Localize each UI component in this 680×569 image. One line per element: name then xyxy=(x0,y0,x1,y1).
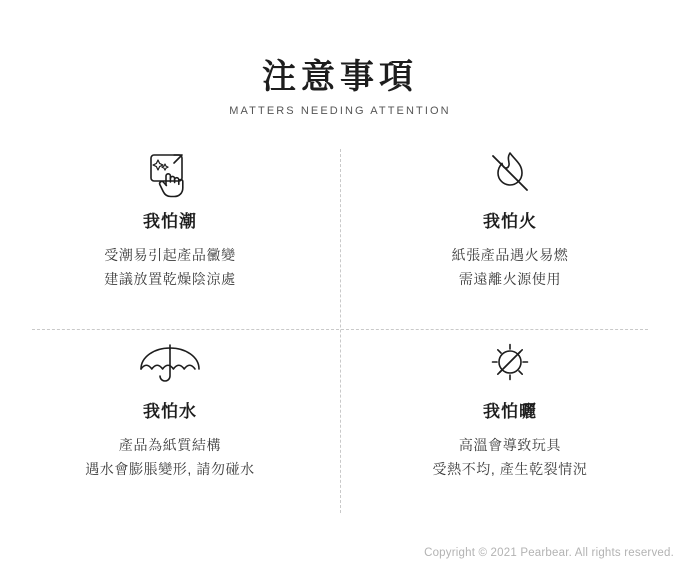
page-subtitle: MATTERS NEEDING ATTENTION xyxy=(229,105,451,118)
notice-item-description xyxy=(452,243,569,291)
no-moisture-hand-icon xyxy=(140,145,200,201)
notice-item-description xyxy=(433,433,588,481)
notice-item-line1: 高溫會導致玩具 xyxy=(458,437,562,454)
notice-item-title: 我怕火 xyxy=(483,212,537,232)
notice-item-title: 我怕水 xyxy=(143,402,197,422)
notice-item-fire xyxy=(340,139,680,329)
copyright-text: Copyright © 2021 Pearbear. All rights reserved. xyxy=(424,547,674,559)
notice-item-description xyxy=(104,243,235,291)
notice-item-title: 我怕曬 xyxy=(483,402,537,422)
no-fire-icon xyxy=(480,145,540,201)
notice-grid xyxy=(0,139,680,519)
notice-item-line2: 建議放置乾燥陰涼處 xyxy=(104,271,236,288)
notice-item-line1: 紙張產品遇火易燃 xyxy=(451,247,569,264)
notice-item-title: 我怕潮 xyxy=(143,212,197,232)
notice-item-line2: 受熱不均, 產生乾裂情況 xyxy=(432,461,588,478)
notice-item-sunlight xyxy=(340,329,680,519)
notice-item-description xyxy=(85,433,255,481)
page-header xyxy=(0,0,680,117)
notice-item-line1: 產品為紙質結構 xyxy=(118,437,222,454)
umbrella-icon xyxy=(134,335,206,391)
notice-item-line1: 受潮易引起產品黴變 xyxy=(104,247,236,264)
notice-item-line2: 需遠離火源使用 xyxy=(458,271,562,288)
notice-item-moisture xyxy=(0,139,340,329)
notice-item-line2: 遇水會膨脹變形, 請勿碰水 xyxy=(85,461,255,478)
page-title: 注意事項 xyxy=(262,58,418,96)
vertical-divider xyxy=(340,149,341,513)
no-sun-icon xyxy=(480,335,540,391)
notice-item-water xyxy=(0,329,340,519)
